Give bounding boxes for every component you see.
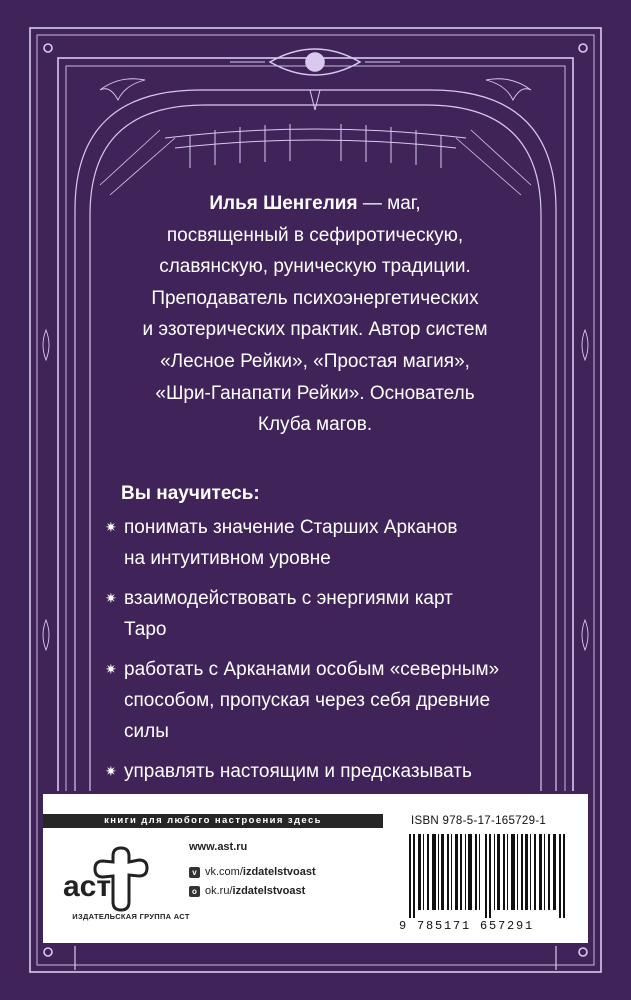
learn-item-line: работать с Арканами особым «северным» [124,659,500,680]
learn-item-line: Таро [124,619,167,640]
publisher-panel [40,791,591,946]
barcode-digits: 9 785171 657291 [399,919,535,933]
isbn-text: ISBN 978-5-17-165729-1 [411,815,547,827]
bio-line-1: Илья Шенгелия — маг, [209,193,421,214]
vk-link[interactable]: v vk.com/ izdatelstvoast [189,866,316,878]
learn-item-line: взаимодействовать с энергиями карт [124,588,453,609]
bio-line-2: посвященный в сефиротическую, [166,224,464,246]
logo-text: аст [63,870,112,903]
star-bullet-icon: ✷ [105,590,117,606]
learn-item-line: силы [124,721,169,742]
learn-item [105,654,535,747]
learn-item-line: управлять настоящим и предсказывать [124,761,472,782]
learn-item [105,512,535,574]
ast-logo-icon [61,846,151,912]
learn-item-line: на интуитивном уровне [124,548,331,569]
bio-line-3: славянскую, руническую традиции. [159,256,471,278]
star-bullet-icon: ✷ [105,519,117,535]
bio-line-4: Преподаватель психоэнергетических [151,287,479,309]
author-bio [95,188,535,441]
learn-title: Вы научитесь: [121,483,260,504]
star-bullet-icon: ✷ [105,661,117,677]
bio-line-7: «Шри-Ганапати Рейки». Основатель [155,382,475,404]
ok-icon: o [189,886,200,897]
learn-item-line: способом, пропуская через себя древние [124,690,491,711]
bio-line-8: Клуба магов. [257,414,373,436]
learn-item [105,583,535,645]
website-link[interactable]: www.ast.ru [189,841,248,853]
learn-section [105,478,535,827]
ok-link[interactable]: o ok.ru/ izdatelstvoast [189,885,305,897]
publisher-name: ИЗДАТЕЛЬСКАЯ ГРУППА АСТ [72,912,190,921]
tagline-strip: книги для любого настроения здесь [43,814,383,828]
learn-item-line: понимать значение Старших Арканов [124,517,458,538]
author-name: Илья Шенгелия [209,193,358,214]
barcode-icon [405,834,575,918]
vk-icon: v [189,867,200,878]
bio-line-6: «Лесное Рейки», «Простая магия», [160,350,470,372]
star-bullet-icon: ✷ [105,763,117,779]
bio-line-5: и эзотерических практик. Автор систем [142,319,488,341]
